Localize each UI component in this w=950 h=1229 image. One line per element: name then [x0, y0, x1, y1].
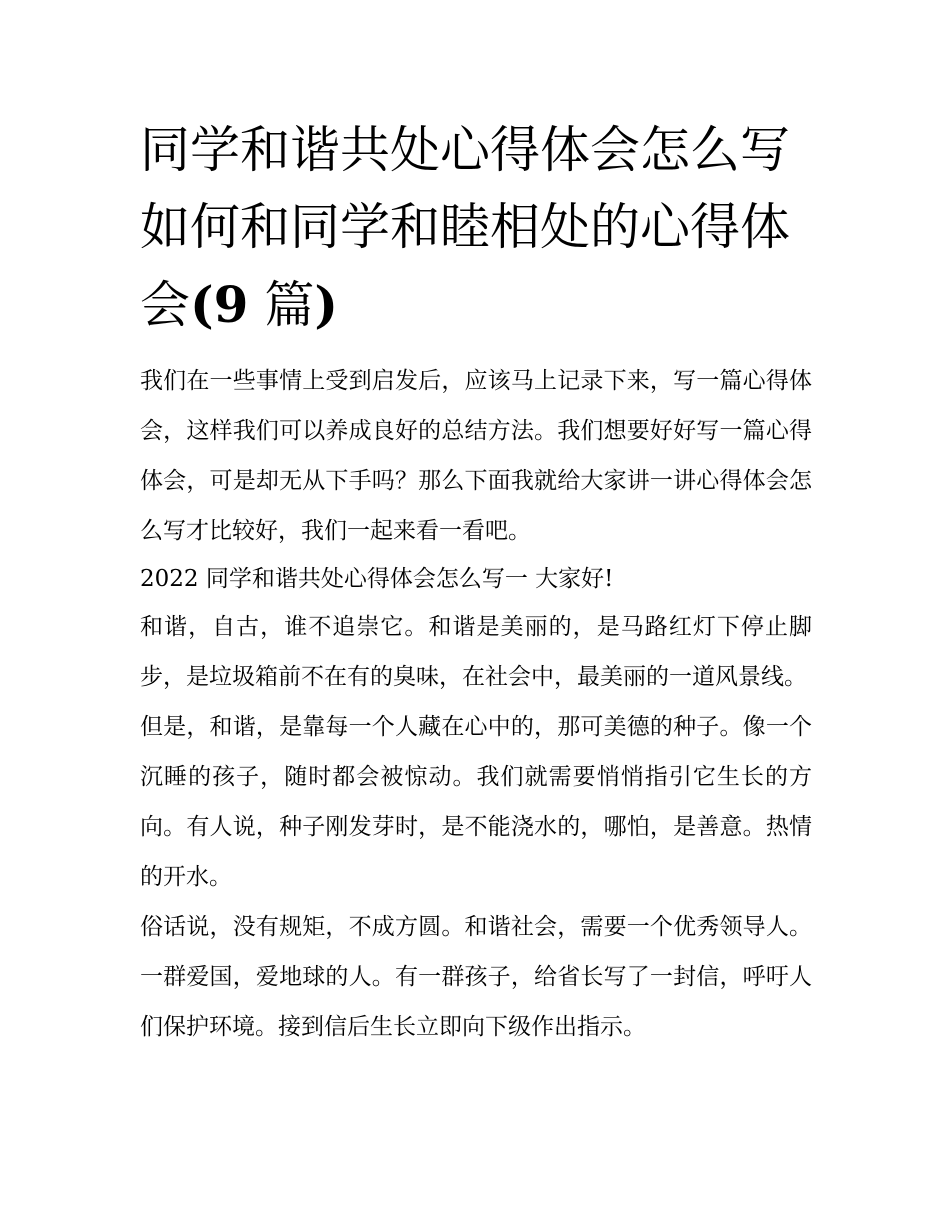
title-line-3-mid: 篇: [248, 276, 315, 334]
section-heading: 2022 同学和谐共处心得体会怎么写一 大家好!: [140, 566, 614, 592]
title-line-3-end: ): [314, 275, 339, 334]
document-page: [140, 112, 812, 1052]
body-paragraph: 和谐，自古，谁不追崇它。和谐是美丽的，是马路红灯下停止脚步，是垃圾箱前不在有的臭味，在社会中，最美丽的一道风景线。: [140, 614, 812, 690]
body-paragraph: 俗话说，没有规矩，不成方圆。和谐社会，需要一个优秀领导人。一群爱国，爱地球的人。有一群孩子，给省长写了一封信，呼吁人们保护环境。接到信后生长立即向下级作出指示。: [140, 914, 812, 1040]
document-title: [140, 112, 812, 344]
body-paragraph: 但是，和谐，是靠每一个人藏在心中的，那可美德的种子。像一个沉睡的孩子，随时都会被惊动。我们就需要悄悄指引它生长的方向。有人说，种子刚发芽时，是不能浇水的，哪怕，是善意。热情的开水。: [140, 714, 812, 890]
title-line-3-prefix: 会: [140, 276, 190, 334]
title-line-1: 同学和谐共处心得体会怎么写: [140, 121, 790, 179]
title-line-2: 如何和同学和睦相处的心得体: [140, 198, 790, 256]
title-line-3-latin: (9: [190, 275, 249, 334]
intro-paragraph: 我们在一些事情上受到启发后，应该马上记录下来，写一篇心得体会，这样我们可以养成良好的总结方法。我们想要好好写一篇心得体会，可是却无从下手吗？那么下面我就给大家讲一讲心得体会怎么写才比较好，我们一起来看一看吧。: [140, 368, 812, 544]
